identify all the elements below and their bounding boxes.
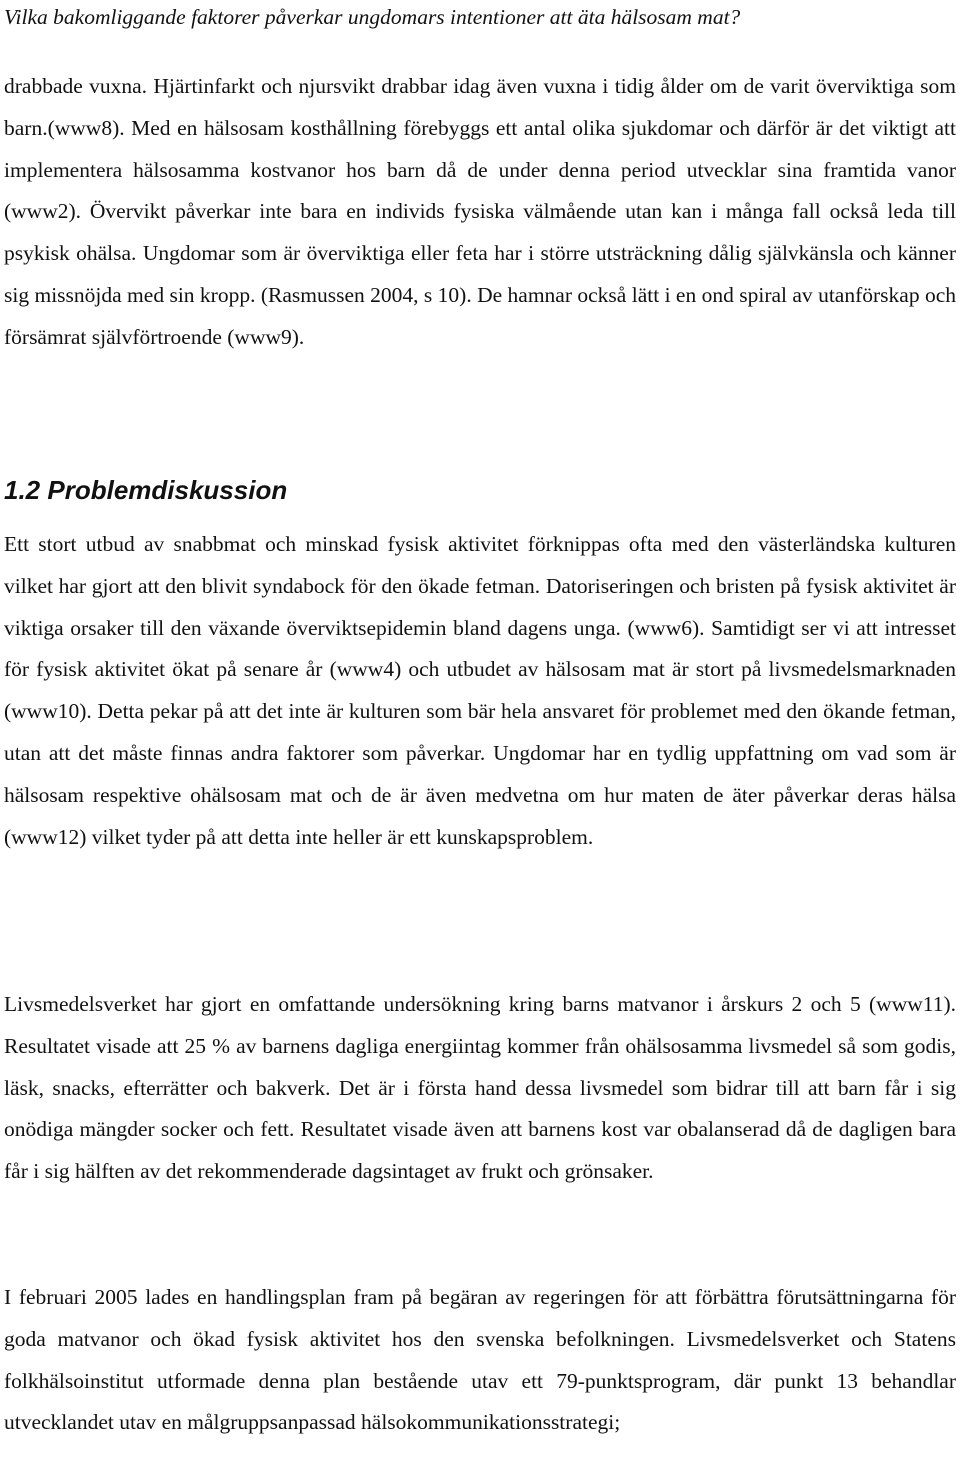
body-paragraph-4: I februari 2005 lades en handlingsplan fram på begäran av regeringen för att förbättra förutsättningarna för goda matvanor och ökad fysisk aktivitet hos den svenska befolkningen. Livsmedelsverket och Statens folkhälsoinstitut utformade denna plan bestående utav ett 79-punktsprogram, där punkt 13 behandlar utvecklandet utav en målgruppsanpassad hälsokommunikationsstrategi; [4, 1285, 956, 1435]
body-paragraph-1: drabbade vuxna. Hjärtinfarkt och njursvikt drabbar idag även vuxna i tidig ålder om de varit överviktiga som barn.(www8). Med en hälsosam kosthållning förebyggs ett antal olika sjukdomar och därför är det viktigt att implementera hälsosamma kostvanor hos barn då de under denna period utvecklar sina framtida vanor (www2). Övervikt påverkar inte bara en individs fysiska välmående utan kan i många fall också leda till psykisk ohälsa. Ungdomar som är överviktiga eller feta har i större utsträckning dålig självkänsla och känner sig missnöjda med sin kropp. (Rasmussen 2004, s 10). De hamnar också lätt i en ond spiral av utanförskap och försämrat självförtroende (www9). [4, 74, 956, 349]
running-header: Vilka bakomliggande faktorer påverkar ungdomars intentioner att äta hälsosam mat? [4, 5, 741, 29]
section-heading: 1.2 Problemdiskussion [4, 475, 288, 505]
body-paragraph-3: Livsmedelsverket har gjort en omfattande undersökning kring barns matvanor i årskurs 2 och 5 (www11). Resultatet visade att 25 % av barnens dagliga energiintag kommer från ohälsosamma livsmedel så som godis, läsk, snacks, efterrätter och bakverk. Det är i första hand dessa livsmedel som bidrar till att barn får i sig onödiga mängder socker och fett. Resultatet visade även att barnens kost var obalanserad då de dagligen bara får i sig hälften av det rekommenderade dagsintaget av frukt och grönsaker. [4, 992, 956, 1184]
body-paragraph-2: Ett stort utbud av snabbmat och minskad fysisk aktivitet förknippas ofta med den västerländska kulturen vilket har gjort att den blivit syndabock för den ökade fetman. Datoriseringen och bristen på fysisk aktivitet är viktiga orsaker till den växande överviktsepidemin bland dagens unga. (www6). Samtidigt ser vi att intresset för fysisk aktivitet ökat på senare år (www4) och utbudet av hälsosam mat är stort på livsmedelsmarknaden (www10). Detta pekar på att det inte är kulturen som bär hela ansvaret för problemet med den ökande fetman, utan att det måste finnas andra faktorer som påverkar. Ungdomar har en tydlig uppfattning om vad som är hälsosam respektive ohälsosam mat och de är även medvetna om hur maten de äter påverkar deras hälsa (www12) vilket tyder på att detta inte heller är ett kunskapsproblem. [4, 532, 956, 849]
